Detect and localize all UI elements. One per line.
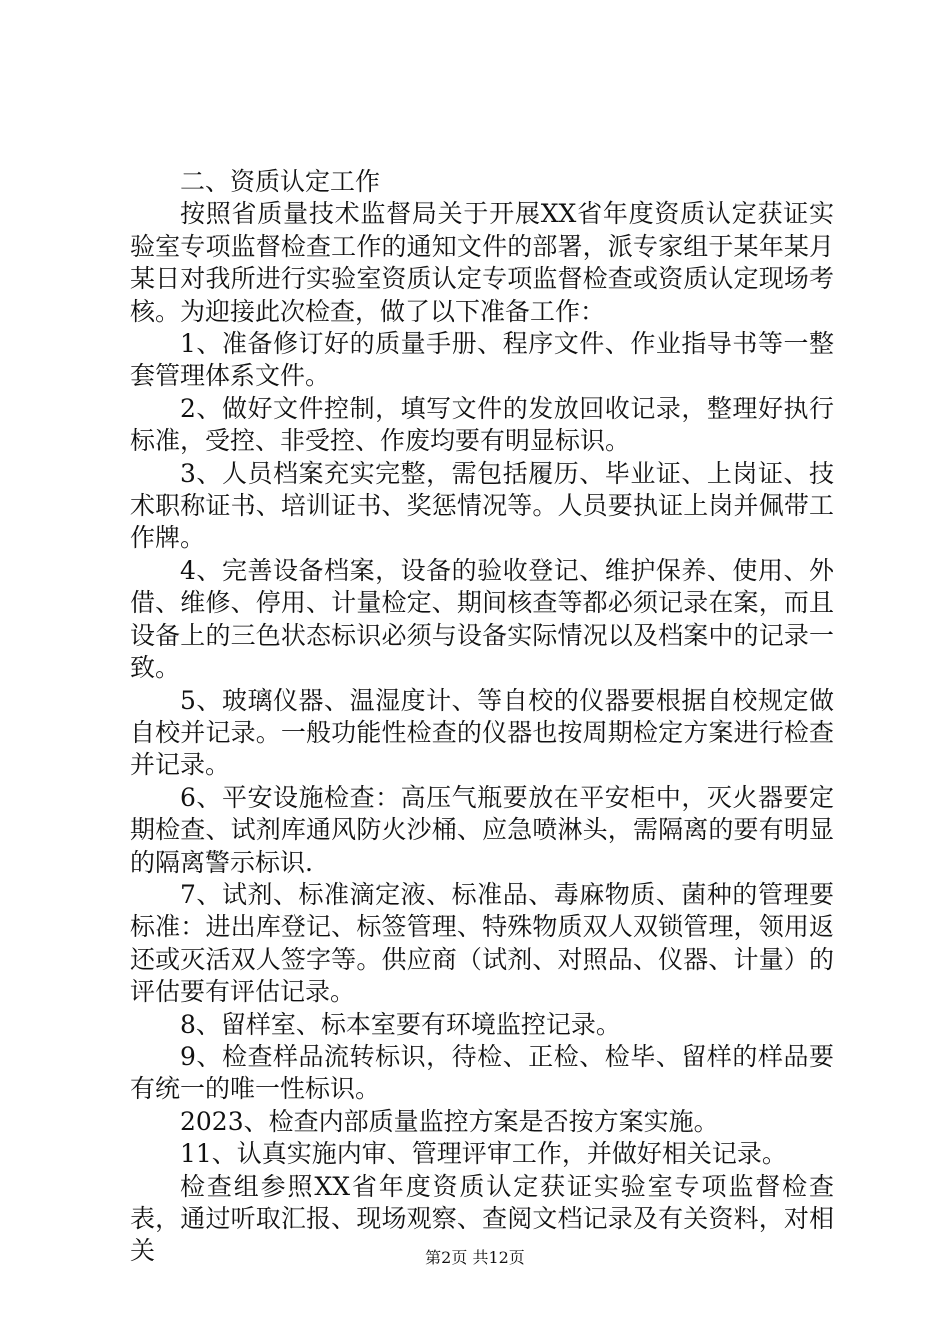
document-body xyxy=(130,166,834,1268)
list-item: 11、认真实施内审、管理评审工作，并做好相关记录。 xyxy=(180,1139,787,1169)
list-item: 7、试剂、标准滴定液、标准品、毒麻物质、菌种的管理要标准：进出库登记、标签管理、特殊物质双人双锁管理，领用返还或灭活双人签字等。供应商（试剂、对照品、仪器、计量）的评估要有评估记录。 xyxy=(130,879,834,1007)
section-heading: 二、资质认定工作 xyxy=(180,167,381,196)
page-number-footer: 第2页 共12页 xyxy=(425,1248,525,1267)
paragraph: 按照省质量技术监督局关于开展XX省年度资质认定获证实验室专项监督检查工作的通知文件的部署，派专家组于某年某月某日对我所进行实验室资质认定专项监督检查或资质认定现场考核。为迎接此次检查，做了以下准备工作： xyxy=(130,199,834,326)
list-item: 9、检查样品流转标识，待检、正检、检毕、留样的样品要有统一的唯一性标识。 xyxy=(130,1041,834,1104)
list-item: 6、平安设施检查：高压气瓶要放在平安柜中，灭火器要定期检查、试剂库通风防火沙桶、应急喷淋头，需隔离的要有明显的隔离警示标识. xyxy=(130,782,834,877)
list-item: 3、人员档案充实完整，需包括履历、毕业证、上岗证、技术职称证书、培训证书、奖惩情况等。人员要执证上岗并佩带工作牌。 xyxy=(130,458,834,553)
list-item: 1、准备修订好的质量手册、程序文件、作业指导书等一整套管理体系文件。 xyxy=(130,329,834,391)
list-item: 8、留样室、标本室要有环境监控记录。 xyxy=(180,1009,621,1039)
list-item: 4、完善设备档案，设备的验收登记、维护保养、使用、外借、维修、停用、计量检定、期间核查等都必须记录在案，而且设备上的三色状态标识必须与设备实际情况以及档案中的记录一致。 xyxy=(130,555,834,683)
list-item: 2、做好文件控制，填写文件的发放回收记录，整理好执行标准，受控、非受控、作废均要有明显标识。 xyxy=(130,393,834,456)
list-item: 5、玻璃仪器、温湿度计、等自校的仪器要根据自校规定做自校并记录。一般功能性检查的仪器也按周期检定方案进行检查并记录。 xyxy=(130,685,834,780)
list-item: 2023、检查内部质量监控方案是否按方案实施。 xyxy=(180,1106,719,1136)
paragraph: 检查组参照XX省年度资质认定获证实验室专项监督检查表，通过听取汇报、现场观察、查阅文档记录及有关资料，对相关 xyxy=(130,1171,834,1266)
